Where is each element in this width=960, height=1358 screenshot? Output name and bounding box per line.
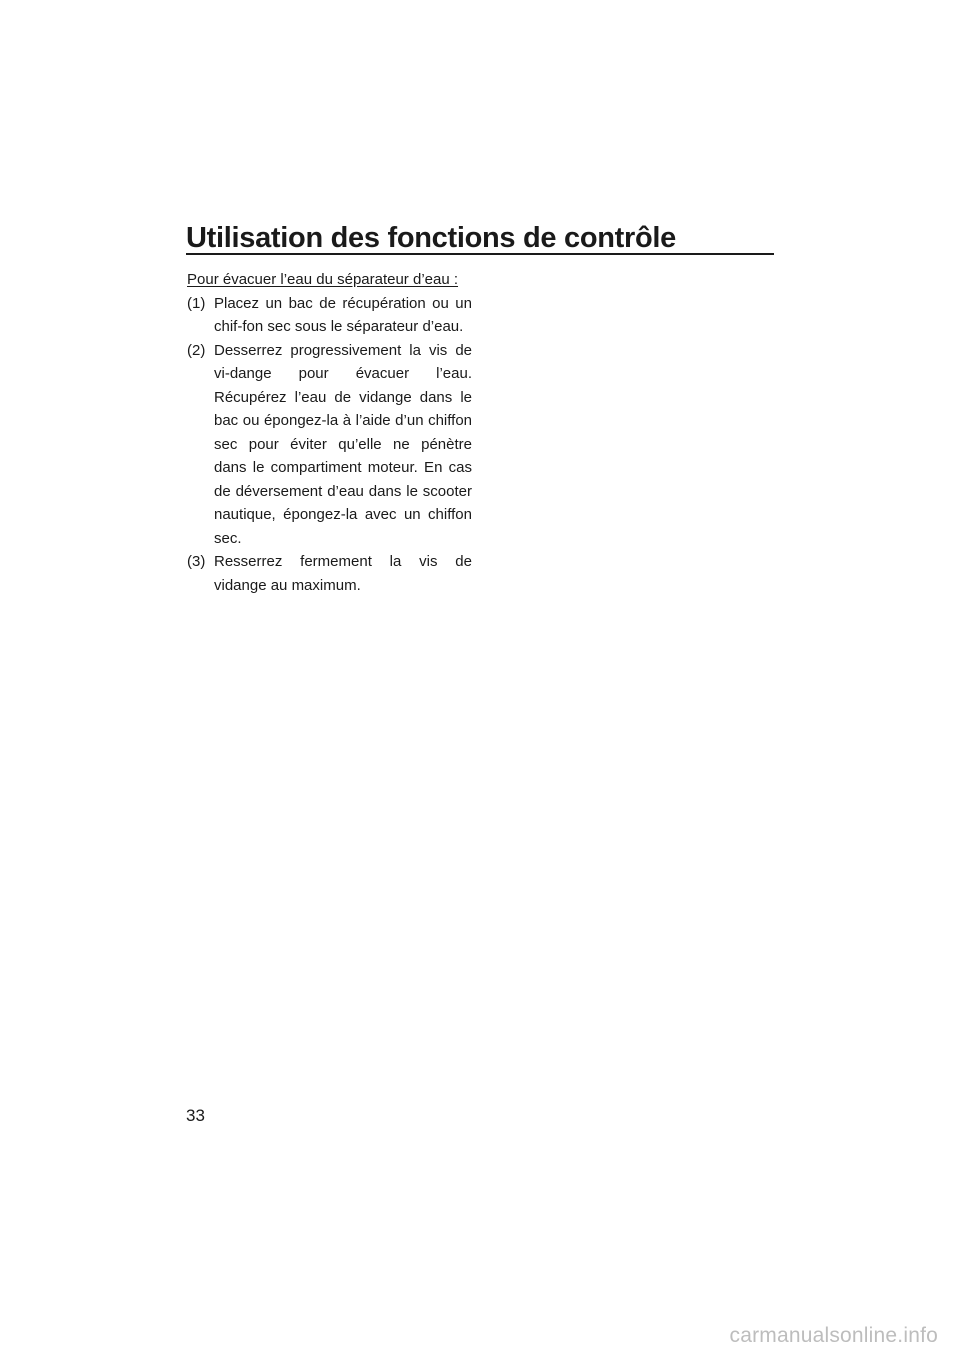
section-heading: Pour évacuer l’eau du séparateur d’eau : (187, 271, 459, 288)
page-number: 33 (186, 1106, 205, 1125)
step-number: (1) (187, 294, 206, 312)
title-divider (186, 253, 774, 255)
step-1 (187, 292, 472, 339)
instructions-section (187, 268, 472, 597)
step-text: Resserrez fermement la vis de vidange au maximum. (214, 553, 472, 594)
step-number: (3) (187, 553, 206, 570)
watermark-text: carmanualsonline.info (729, 1324, 938, 1347)
step-text: Placez un bac de récupération ou un chif-fon sec sous le séparateur d’eau. (214, 294, 472, 335)
step-text: Desserrez progressivement la vis de vi-dange pour évacuer l’eau. Récupérez l’eau de vidange dans le bac ou épongez-la à l’aide d’un chiffon sec pour éviter qu’elle ne pénètre dans le compartiment moteur. En cas de déversement d’eau dans le scooter nautique, épongez-la avec un chiffon sec. (214, 341, 472, 547)
step-3 (187, 550, 472, 597)
page-title: Utilisation des fonctions de contrôle (186, 222, 677, 254)
step-2 (187, 339, 472, 551)
step-number: (2) (187, 341, 206, 359)
steps-list (187, 292, 472, 598)
